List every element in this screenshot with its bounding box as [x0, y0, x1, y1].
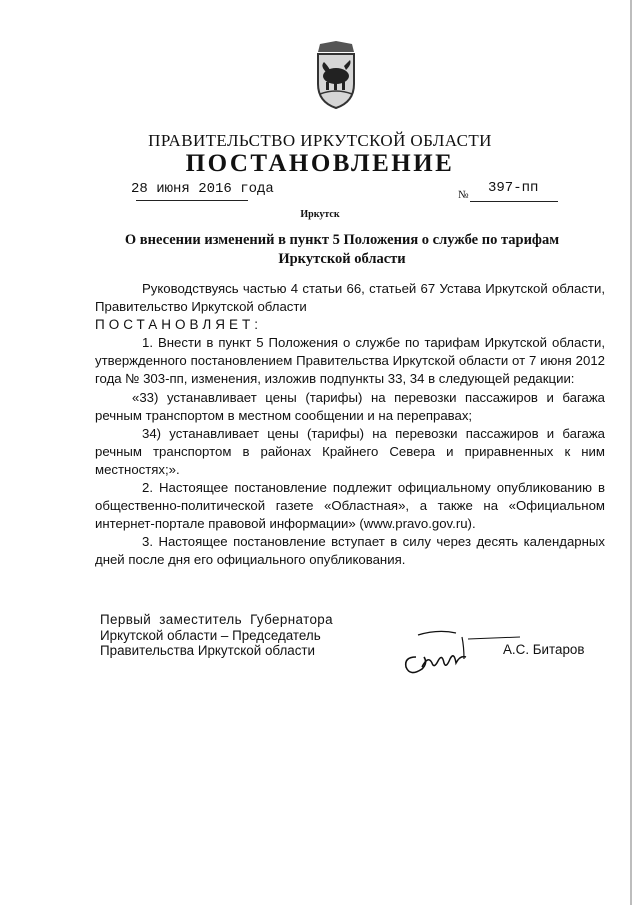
preamble-paragraph: Руководствуясь частью 4 статьи 66, статьей 67 Устава Иркутской области, Правительство Иркутской области — [95, 281, 605, 315]
number-underline — [470, 201, 558, 202]
signatory-name: А.С. Битаров — [503, 642, 585, 657]
coat-of-arms-icon — [314, 40, 358, 110]
position-line-1: Первый заместитель Губернатора — [100, 612, 333, 627]
subitem-33-paragraph: «33) устанавливает цены (тарифы) на перевозки пассажиров и багажа речным транспортом в местном сообщении и на переправах; — [95, 389, 605, 423]
city-name: Иркутск — [300, 209, 340, 220]
position-line-3: Правительства Иркутской области — [100, 643, 316, 658]
document-heading: О внесении изменений в пункт 5 Положения о службе по тарифам Иркутской области — [124, 232, 560, 267]
document-body — [95, 280, 605, 570]
organization-name: ПРАВИТЕЛЬСТВО ИРКУТСКОЙ ОБЛАСТИ — [148, 131, 492, 150]
document-number: 397-пп — [488, 180, 539, 196]
signatory-position — [100, 612, 400, 659]
number-sign: № — [458, 189, 469, 201]
document-type-title: ПОСТАНОВЛЕНИЕ — [185, 150, 455, 177]
decree-word: ПОСТАНОВЛЯЕТ: — [95, 317, 263, 333]
item-3-paragraph: 3. Настоящее постановление вступает в силу через десять календарных дней после дня его официального опубликования. — [95, 534, 605, 568]
date-underline — [136, 200, 248, 201]
scan-edge — [630, 0, 632, 905]
item-1-paragraph: 1. Внести в пункт 5 Положения о службе по тарифам Иркутской области, утвержденного постановлением Правительства Иркутской области от 7 июня 2012 года № 303-пп, изменения, изложив подпункты 33, 34 в следующей редакции: — [95, 335, 605, 387]
subitem-34-paragraph: 34) устанавливает цены (тарифы) на перевозки пассажиров и багажа речным транспортом в районах Крайнего Севера и приравненных к ним местностях;». — [95, 425, 605, 477]
item-2-paragraph: 2. Настоящее постановление подлежит официальному опубликованию в общественно-политической газете «Областная», а также на «Официальном интернет-портале правовой информации» (www.pravo.gov.ru). — [95, 480, 605, 532]
position-line-2: Иркутской области – Председатель — [100, 627, 321, 643]
document-date: 28 июня 2016 года — [131, 181, 274, 197]
